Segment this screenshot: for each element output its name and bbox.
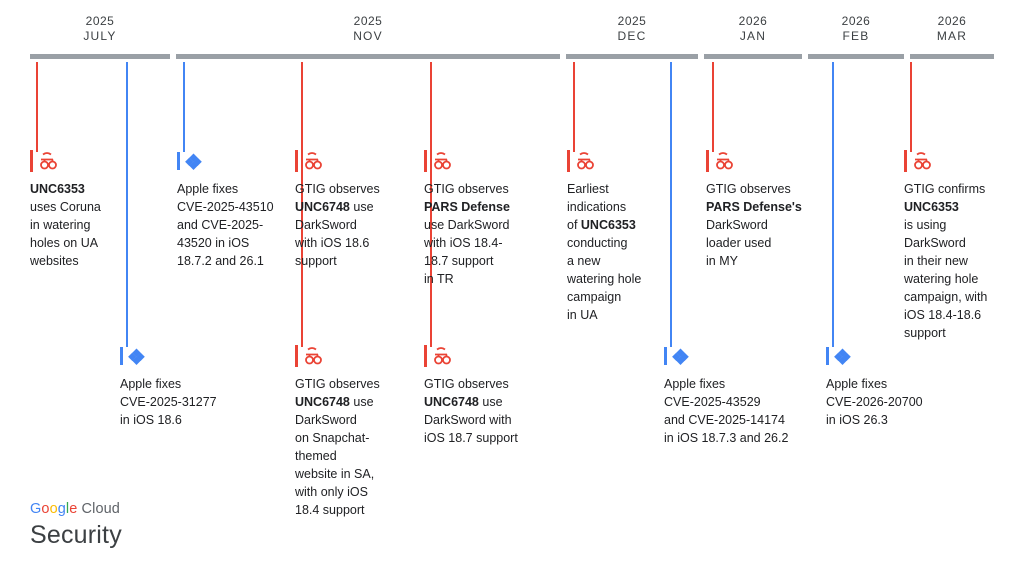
axis-segment-2025-july: [30, 54, 170, 59]
axis-label-year: 2025: [353, 14, 383, 28]
event-text: Apple fixes CVE-2025-43510 and CVE-2025- 43520 in iOS 18.7.2 and 26.1: [177, 182, 274, 268]
event-emphasis: UNC6748: [295, 200, 350, 214]
axis-label-month: FEB: [842, 29, 870, 43]
axis-label-month: JULY: [83, 29, 117, 43]
event-unc6353-earliest-ua-campaign[interactable]: [567, 150, 667, 324]
event-unc6748-ios187[interactable]: [424, 345, 544, 447]
axis-label-year: 2025: [85, 14, 115, 28]
event-text: GTIG observes UNC6748 use DarkSword with iOS 18.7 support: [424, 377, 518, 445]
axis-segment-2026-feb: [808, 54, 904, 59]
event-unc6353-ua-watering-holes[interactable]: [30, 150, 116, 270]
event-text: GTIG confirms UNC6353 is using DarkSword in their new watering hole campaign, with iOS 18.4-18.6 support: [904, 182, 988, 340]
logo-letter-o1: o: [41, 501, 50, 517]
axis-label-year: 2026: [841, 14, 871, 28]
event-emphasis: UNC6748: [295, 395, 350, 409]
patch-icon: [664, 345, 816, 367]
patch-icon: [120, 345, 224, 367]
event-pars-defense-loader-my[interactable]: [706, 150, 810, 270]
axis-segment-2026-mar: [910, 54, 994, 59]
logo-letter-g2: g: [57, 501, 66, 517]
stem-apple-fixes-31277: [126, 62, 128, 347]
stem-unc6353-ua-watering-holes: [36, 62, 38, 152]
stem-apple-fixes-43510-43520: [183, 62, 185, 152]
axis-label-2026-feb: [808, 14, 904, 44]
event-text: GTIG observes UNC6748 use DarkSword with iOS 18.6 support: [295, 182, 380, 268]
axis-label-month: NOV: [353, 29, 383, 43]
event-emphasis: PARS Defense's: [706, 200, 802, 214]
axis-label-year: 2026: [738, 14, 768, 28]
event-emphasis: PARS Defense: [424, 200, 510, 214]
axis-label-2025-nov: [320, 14, 416, 44]
axis-segment-2026-jan: [704, 54, 802, 59]
axis-segment-2025-dec: [566, 54, 698, 59]
logo-letter-o2: o: [49, 501, 58, 517]
event-emphasis: UNC6353: [580, 218, 636, 232]
event-text: Apple fixes CVE-2026-20700 in iOS 26.3: [826, 377, 923, 427]
google-cloud-security-logo: [30, 500, 122, 550]
threat-actor-icon: [424, 150, 534, 172]
event-emphasis: UNC6353: [904, 200, 959, 214]
logo-cloud-word: Cloud: [81, 501, 120, 517]
event-unc6353-confirmed-darksword[interactable]: [904, 150, 1008, 342]
event-text: GTIG observes UNC6748 use DarkSword on Snapchat- themed website in SA, with only iOS 18.4 support: [295, 377, 380, 517]
event-apple-fixes-43510-43520[interactable]: [177, 150, 281, 270]
patch-icon: [826, 345, 936, 367]
axis-label-2026-jan: [705, 14, 801, 44]
logo-security-word: Security: [30, 521, 122, 549]
threat-actor-icon: [30, 150, 116, 172]
stem-apple-fixes-43529-14174: [670, 62, 672, 347]
threat-actor-icon: [424, 345, 544, 367]
threat-actor-icon: [567, 150, 667, 172]
stem-pars-defense-loader-my: [712, 62, 714, 152]
axis-label-2025-july: [52, 14, 148, 44]
event-text: GTIG observes PARS Defense use DarkSword with iOS 18.4- 18.7 support in TR: [424, 182, 510, 286]
axis-label-month: MAR: [936, 29, 968, 43]
event-apple-fixes-20700[interactable]: [826, 345, 936, 429]
axis-label-month: DEC: [617, 29, 647, 43]
axis-segment-2025-nov: [176, 54, 560, 59]
stem-unc6353-confirmed: [910, 62, 912, 152]
axis-label-month: JAN: [739, 29, 767, 43]
axis-label-2026-mar: [904, 14, 1000, 44]
event-emphasis: UNC6748: [424, 395, 479, 409]
stem-unc6748-darksword-ios186: [301, 62, 303, 152]
logo-letter-g: G: [30, 501, 42, 517]
axis-label-year: 2026: [937, 14, 967, 28]
event-pars-defense-tr[interactable]: [424, 150, 534, 288]
threat-actor-icon: [706, 150, 810, 172]
stem-pars-defense-tr: [430, 62, 432, 152]
event-emphasis: UNC6353: [30, 182, 85, 196]
logo-google-cloud: [30, 500, 122, 518]
event-unc6748-snapchat-sa[interactable]: [295, 345, 399, 519]
event-text: Apple fixes CVE-2025-43529 and CVE-2025-14174 in iOS 18.7.3 and 26.2: [664, 377, 789, 445]
event-text: UNC6353 uses Coruna in watering holes on UA websites: [30, 182, 101, 268]
axis-label-2025-dec: [584, 14, 680, 44]
logo-letter-l: l: [65, 501, 70, 517]
event-text: Apple fixes CVE-2025-31277 in iOS 18.6: [120, 377, 217, 427]
threat-actor-icon: [295, 345, 399, 367]
stem-apple-fixes-20700: [832, 62, 834, 347]
event-unc6748-darksword-ios186[interactable]: [295, 150, 399, 270]
threat-actor-icon: [904, 150, 1008, 172]
event-apple-fixes-43529-14174[interactable]: [664, 345, 816, 447]
axis-label-year: 2025: [617, 14, 647, 28]
event-apple-fixes-31277[interactable]: [120, 345, 224, 429]
event-text: GTIG observes PARS Defense's DarkSword loader used in MY: [706, 182, 802, 268]
event-text: Earliest indications of UNC6353 conducting a new watering hole campaign in UA: [567, 182, 642, 322]
logo-letter-e: e: [69, 501, 78, 517]
threat-actor-icon: [295, 150, 399, 172]
stem-unc6353-earliest-ua: [573, 62, 575, 152]
patch-icon: [177, 150, 281, 172]
